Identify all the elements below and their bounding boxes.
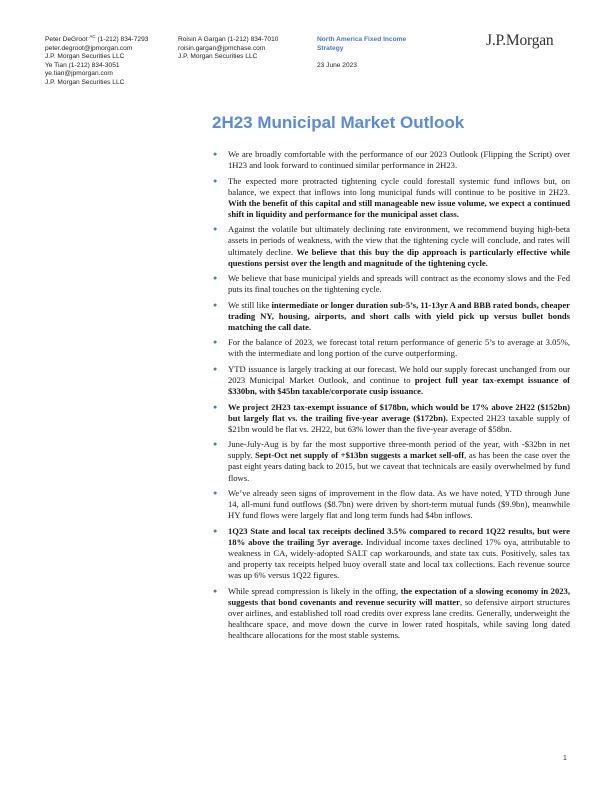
bullet-item <box>212 224 570 268</box>
bullet-icon: ● <box>213 176 218 185</box>
bullet-icon: ● <box>213 526 218 535</box>
bullet-icon: ● <box>213 586 218 595</box>
analyst-block-mid <box>178 36 278 62</box>
bullet-text-bold: Sept-Oct net supply of +$13bn suggests a market sell-off <box>255 450 465 461</box>
department-block <box>317 36 406 70</box>
bullet-icon: ● <box>213 440 218 449</box>
bullet-icon: ● <box>213 300 218 309</box>
bullet-text: The expected more protracted tightening cycle could forestall systemic fund inflows but, on balance, we expect that inflows into long municipal funds will continue to be positive in 2H23. <box>228 175 570 197</box>
bullet-icon: ● <box>213 338 218 347</box>
analyst-name-phone: Peter DeGroot $^{AC}$ (1-212) 834-7293 <box>45 33 149 43</box>
bullet-text-bold: the expectation of a slowing economy in 2023, suggests that bond covenants and revenue security will matter <box>228 585 570 607</box>
bullet-item <box>212 526 570 581</box>
bullet-text-bold: With the benefit of this capital and still manageable new issue volume, we expect a continued shift in liquidity and performance for the municipal asset class. <box>228 197 570 219</box>
bullet-text: , so defensive airport structures over airlines, and established toll road credits over express lane credits. Generally, underweight the healthcare space, and move down the curve in lower rated hospitals, while saving long dated healthcare allocations for the most stable systems. <box>228 596 570 640</box>
bullet-text: For the balance of 2023, we forecast total return performance of generic 5’s to average at 3.05%, with the intermediate and long portion of the curve outperforming. <box>228 337 570 359</box>
bullet-item <box>212 364 570 397</box>
analyst-email[interactable]: roisin.gargan@jpmchase.com <box>178 44 266 52</box>
analyst-firm: J.P. Morgan Securities LLC <box>45 53 125 61</box>
bullet-text: We’ve already seen signs of improvement in the flow data. As we have noted, YTD through June 14, all-muni fund outflows ($8.7bn) were driven by short-term mutual funds ($9.9bn), meanwhile HY fund flows were largely flat and long term funds had $4bn inflows. <box>228 488 570 521</box>
analyst-firm: J.P. Morgan Securities LLC <box>45 78 125 86</box>
analyst-name-phone: Roisin A Gargan (1-212) 834-7010 <box>178 36 279 43</box>
bullet-icon: ● <box>213 489 218 498</box>
department-subname: Strategy <box>317 44 344 52</box>
bullet-item <box>212 337 570 359</box>
bullet-text-bold: We project 2H23 tax-exempt issuance of $178bn, which would be 17% above 2H22 ($152bn) but largely flat vs. the trailing five-year average ($172bn). <box>228 401 570 423</box>
bullet-text: While spread compression is likely in the offing, <box>228 585 401 596</box>
bullet-icon: ● <box>213 274 218 283</box>
bullet-text: We still like <box>228 299 272 310</box>
analyst-email[interactable]: ye.tian@jpmorgan.com <box>45 70 113 78</box>
bullet-text: YTD issuance is largely tracking at our forecast. We hold our supply forecast unchanged from our 2023 Municipal Market Outlook, and continue to <box>228 363 570 386</box>
analyst-email[interactable]: peter.degroot@jpmorgan.com <box>45 44 133 52</box>
bullet-text: June-July-Aug is by far the most supportive three-month period of the year, with -$32bn in net supply. <box>228 439 570 461</box>
bullet-text: We are broadly comfortable with the performance of our 2023 Outlook (Flipping the Script) over 1H23 and look forward to continued similar performance in 2H23. <box>228 149 570 171</box>
page-number: 1 <box>563 755 567 762</box>
bullet-text: , as has been the case over the past eight years dating back to 2015, but we caveat that technicals are easily overwhelmed by fund flows. <box>228 450 570 483</box>
bullet-text-bold: 1Q23 State and local tax receipts declined 3.5% compared to record 1Q22 results, but were 18% above the trailing 5yr average. <box>228 525 570 547</box>
department-name: North America Fixed Income <box>317 36 407 43</box>
bullet-text: We believe that base municipal yields and spreads will contract as the economy slows and the Fed puts its final touches on the tightening cycle. <box>228 273 570 295</box>
bullet-text: Expected 2H23 taxable supply of $21bn would be flat vs. 2H22, but 63% lower than the five-year average of $58bn. <box>228 412 571 434</box>
bullet-item <box>212 439 570 483</box>
bullet-item <box>212 300 570 333</box>
bullet-item <box>212 149 570 171</box>
bullet-icon: ● <box>213 225 218 234</box>
analyst-block-left <box>45 33 149 88</box>
bullet-text-bold: We believe that this buy the dip approach is particularly effective while questions persist over the length and magnitude of the tightening cycle. <box>228 246 570 268</box>
bullet-text-bold: intermediate or longer duration sub-5’s, 11-13yr A and BBB rated bonds, cheaper trading NY, housing, airports, and short calls with yield pick up versus bullet bonds matching the call date. <box>228 299 570 332</box>
bullet-item <box>212 273 570 295</box>
bullet-item <box>212 176 570 220</box>
bullet-icon: ● <box>213 150 218 158</box>
bullet-item <box>212 402 570 435</box>
bullet-icon: ● <box>213 364 218 373</box>
analyst-firm: J.P. Morgan Securities LLC <box>178 53 258 61</box>
bullet-text-bold: project full year tax-exempt issuance of $330bn, with $45bn taxable/corporate cusip issuance. <box>228 375 570 397</box>
bullet-text: Individual income taxes declined 17% oya, attributable to weakness in CA, widely-adopted SALT cap workarounds, and state tax cuts. Positively, sales tax and property tax receipts helped buoy overall state and local tax collections. Each revenue source was up 6% versus 1Q22 figures. <box>228 536 570 581</box>
analyst-name-phone: Ye Tian (1-212) 834-3051 <box>45 61 120 69</box>
page-title: 2H23 Municipal Market Outlook <box>212 113 465 132</box>
bullet-item <box>212 586 570 641</box>
bullet-item <box>212 488 570 521</box>
jpmorgan-logo: J.P.Morgan <box>486 32 554 49</box>
report-date: 23 June 2023 <box>317 61 357 69</box>
bullet-list <box>212 149 570 645</box>
bullet-text: Against the volatile but ultimately declining rate environment, we recommend buying high-beta assets in periods of weakness, with the view that the tightening cycle will conclude, and rates will ultimately decline. <box>228 224 570 257</box>
bullet-icon: ● <box>213 402 218 411</box>
